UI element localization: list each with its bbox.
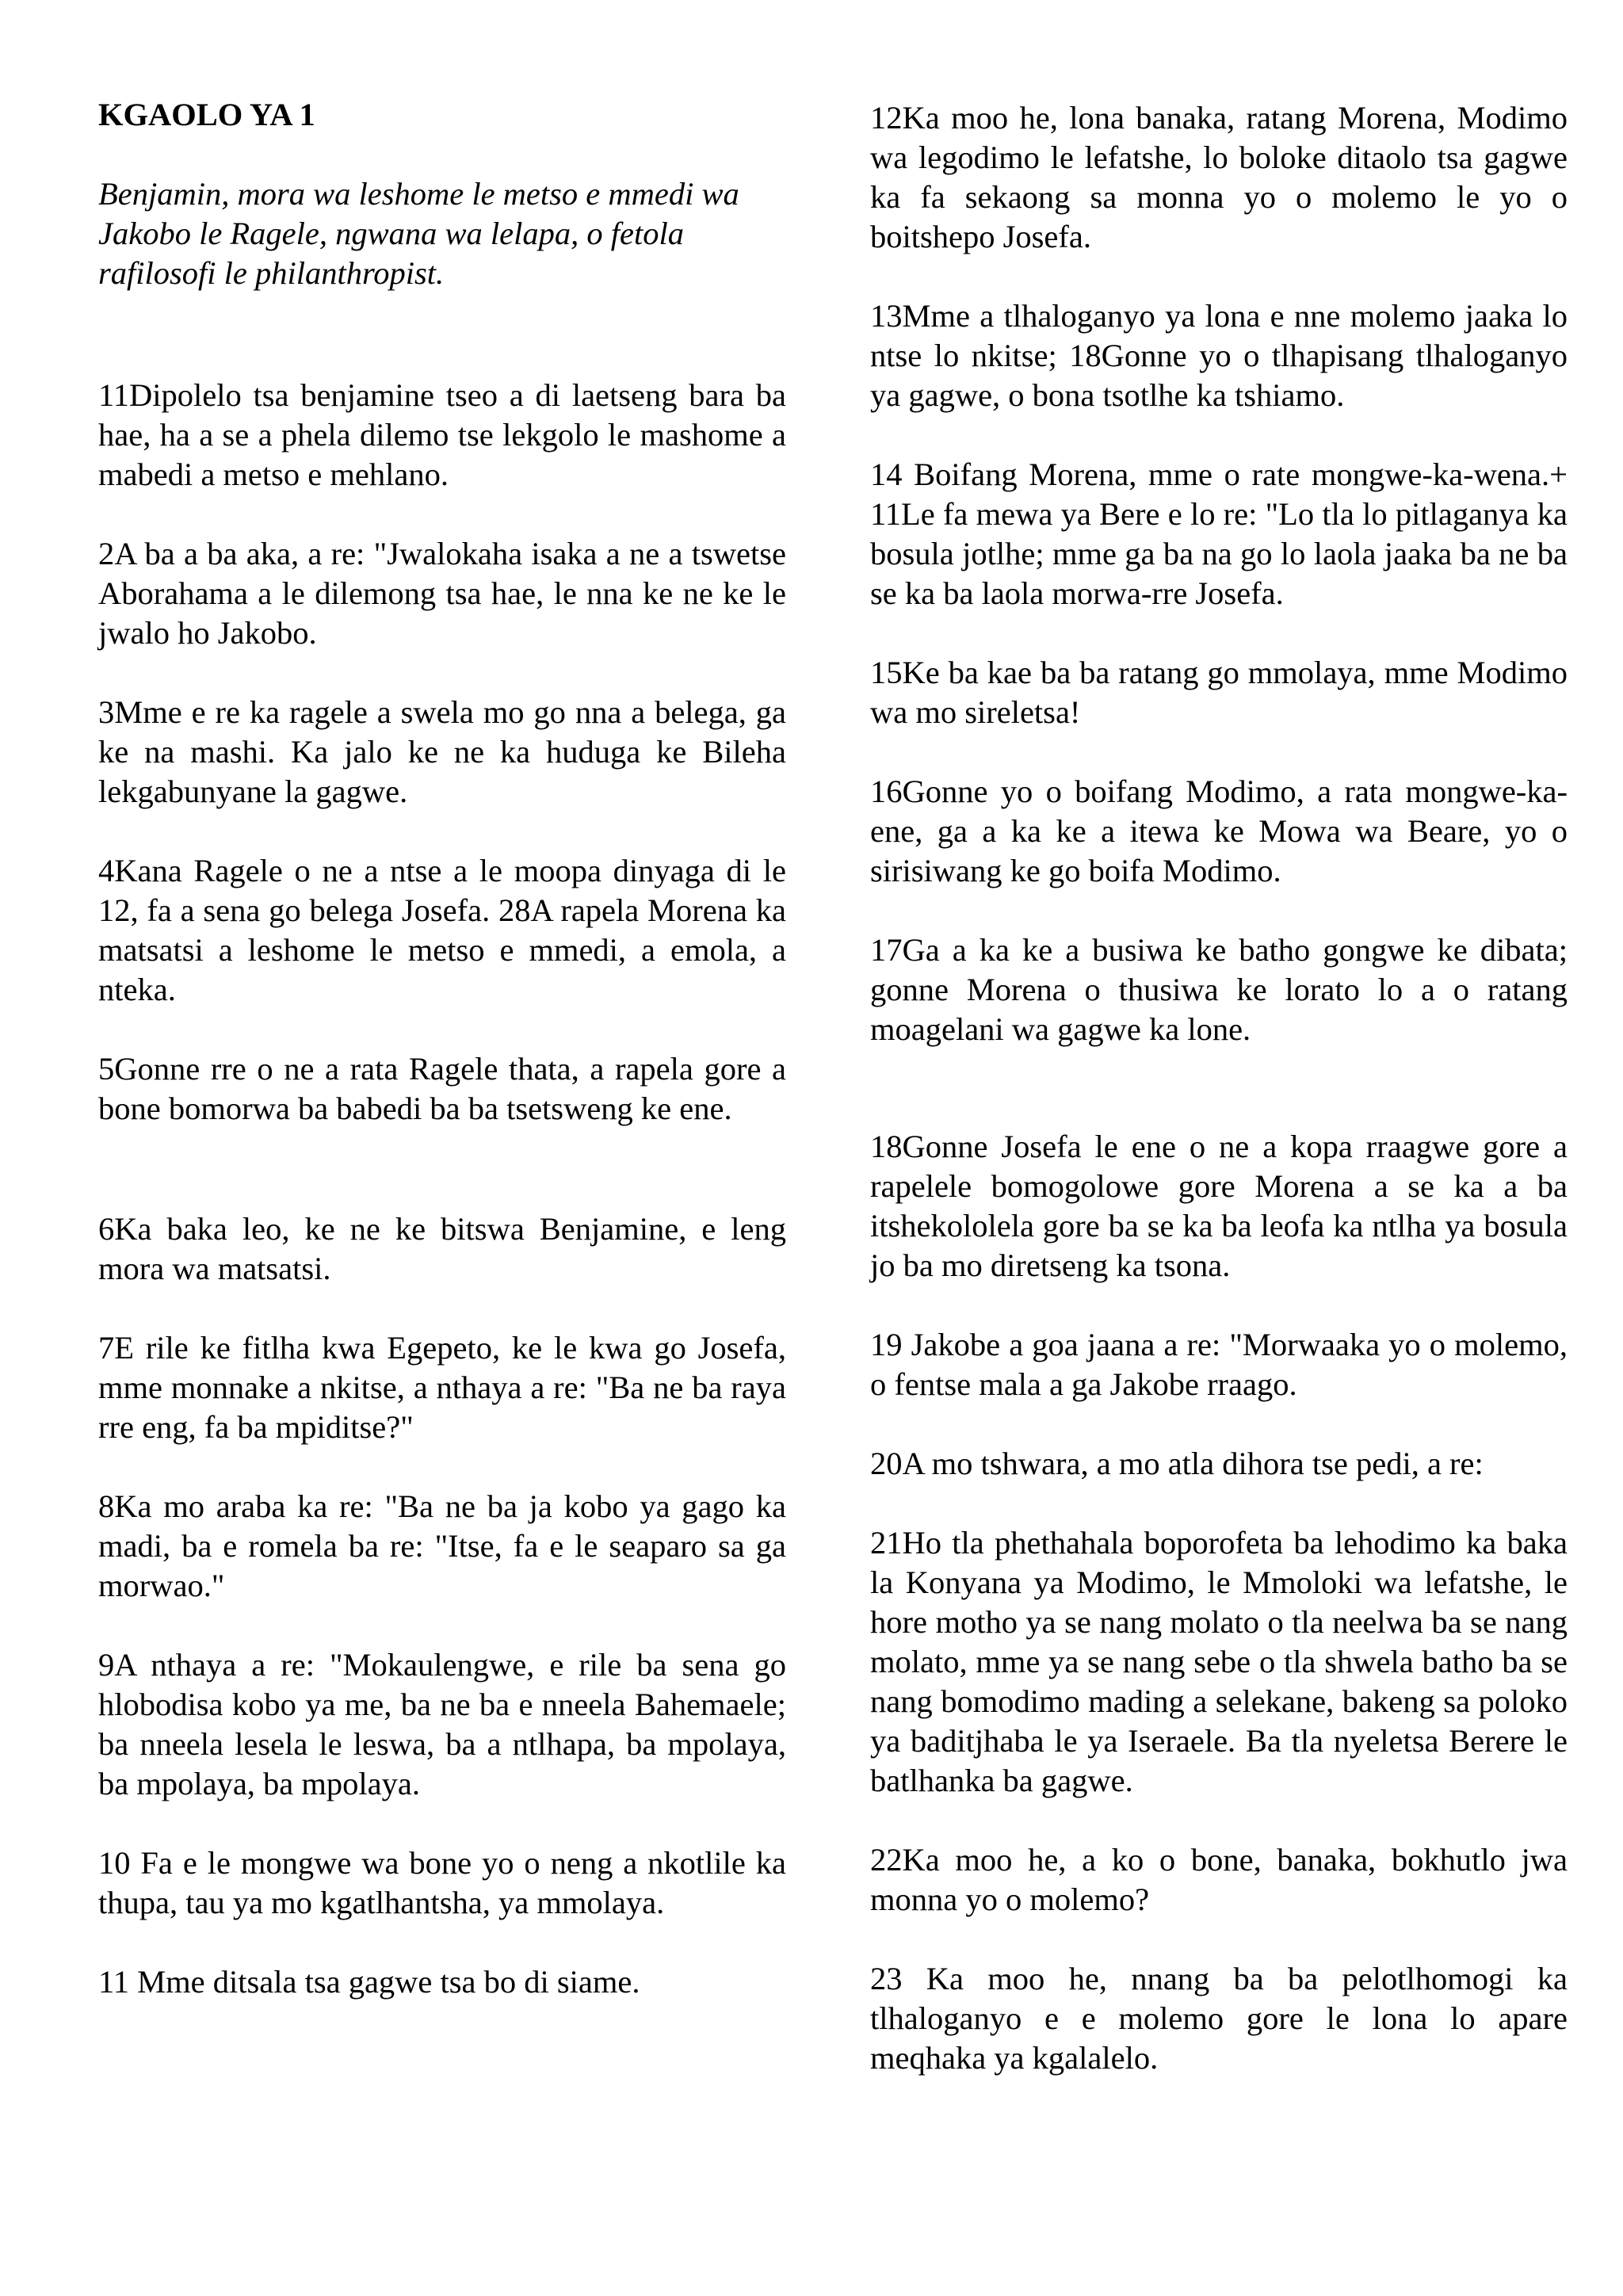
verse-paragraph: 4Kana Ragele o ne a ntse a le moopa dinyaga di le 12, fa a sena go belega Josefa. 28A rapela Morena ka matsatsi a leshome le metso e mmedi, a emola, a nteka. (98, 853, 786, 1007)
two-column-layout (98, 95, 1568, 2118)
chapter-subtitle: Benjamin, mora wa leshome le metso e mmedi wa Jakobo le Ragele, ngwana wa lelapa, o fetola rafilosofi le philanthropist. (98, 176, 739, 291)
verse-paragraph: 23 Ka moo he, nnang ba ba pelotlhomogi ka tlhaloganyo e e molemo gore le lona lo apare meqhaka ya kgalalelo. (870, 1961, 1568, 2076)
verse-paragraph: 15Ke ba kae ba ba ratang go mmolaya, mme Modimo wa mo sireletsa! (870, 655, 1568, 730)
verse-paragraph: 13Mme a tlhaloganyo ya lona e nne molemo jaaka lo ntse lo nkitse; 18Gonne yo o tlhapisang tlhaloganyo ya gagwe, o bona tsotlhe ka tshiamo. (870, 298, 1568, 413)
right-column (870, 98, 1568, 2118)
verse-paragraph: 19 Jakobe a goa jaana a re: "Morwaaka yo o molemo, o fentse mala a ga Jakobe rraago. (870, 1327, 1568, 1402)
spacer (98, 334, 786, 376)
spacer (98, 293, 786, 334)
verse-paragraph: 5Gonne rre o ne a rata Ragele thata, a rapela gore a bone bomorwa ba babedi ba ba tsetsweng ke ene. (98, 1051, 786, 1126)
verse-paragraph: 8Ka mo araba ka re: "Ba ne ba ja kobo ya gago ka madi, ba e romela ba re: "Itse, fa e le seaparo sa ga morwao." (98, 1488, 786, 1603)
spacer (98, 1168, 786, 1209)
chapter-heading: KGAOLO YA 1 (98, 97, 315, 132)
verse-paragraph: 10 Fa e le mongwe wa bone yo o neng a nkotlile ka thupa, tau ya mo kgatlhantsha, ya mmolaya. (98, 1845, 786, 1920)
verse-paragraph: 16Gonne yo o boifang Modimo, a rata mongwe-ka-ene, ga a ka ke a itewa ke Mowa wa Beare, yo o sirisiwang ke go boifa Modimo. (870, 774, 1568, 888)
verse-paragraph: 11Dipolelo tsa benjamine tseo a di laetseng bara ba hae, ha a se a phela dilemo tse lekgolo le mashome a mabedi a metso e mehlano. (98, 377, 786, 492)
verse-paragraph: 3Mme e re ka ragele a swela mo go nna a belega, ga ke na mashi. Ka jalo ke ne ka huduga ke Bileha lekgabunyane la gagwe. (98, 694, 786, 809)
verse-paragraph: 14 Boifang Morena, mme o rate mongwe-ka-wena.+ 11Le fa mewa ya Bere e lo re: "Lo tla lo pitlaganya ka bosula jotlhe; mme ga ba na go lo laola jaaka ba ne ba se ka ba laola morwa-rre Josefa. (870, 457, 1568, 611)
verse-paragraph: 18Gonne Josefa le ene o ne a kopa rraagwe gore a rapelele bomogolowe gore Morena a se ka a ba itshekololela gore ba se ka ba leofa ka ntlha ya bosula jo ba mo diretseng ka tsona. (870, 1129, 1568, 1283)
verse-paragraph: 12Ka moo he, lona banaka, ratang Morena, Modimo wa legodimo le lefatshe, lo boloke ditaolo tsa gagwe ka fa sekaong sa monna yo o molemo le yo o boitshepo Josefa. (870, 100, 1568, 254)
verse-paragraph: 2A ba a ba aka, a re: "Jwalokaha isaka a ne a tswetse Aborahama a le dilemong tsa hae, le nna ke ne ke le jwalo ho Jakobo. (98, 536, 786, 651)
spacer (870, 1089, 1568, 1127)
verse-paragraph: 11 Mme ditsala tsa gagwe tsa bo di siame. (98, 1964, 640, 2000)
verse-paragraph: 20A mo tshwara, a mo atla dihora tse pedi, a re: (870, 1446, 1484, 1481)
verse-paragraph: 22Ka moo he, a ko o bone, banaka, bokhutlo jwa monna yo o molemo? (870, 1842, 1568, 1917)
left-column (98, 95, 786, 2118)
verse-paragraph: 21Ho tla phethahala boporofeta ba lehodimo ka baka la Konyana ya Modimo, le Mmoloki wa lefatshe, le hore motho ya se nang molato o tla neelwa ba se nang molato, mme ya se nang sebe o tla shwela batho ba se nang bomodimo mading a selekane, bakeng sa poloko ya baditjhaba le ya Iseraele. Ba tla nyeletsa Berere le batlhanka ba gagwe. (870, 1525, 1568, 1798)
verse-paragraph: 17Ga a ka ke a busiwa ke batho gongwe ke dibata; gonne Morena o thusiwa ke lorato lo a o ratang moagelani wa gagwe ka lone. (870, 932, 1568, 1047)
verse-paragraph: 9A nthaya a re: "Mokaulengwe, e rile ba sena go hlobodisa kobo ya me, ba ne ba e nneela Bahemaele; ba nneela lesela le leswa, ba a ntlhapa, ba mpolaya, ba mpolaya, ba mpolaya. (98, 1647, 786, 1801)
verse-paragraph: 7E rile ke fitlha kwa Egepeto, ke le kwa go Josefa, mme monnake a nkitse, a nthaya a re: "Ba ne ba raya rre eng, fa ba mpiditse?" (98, 1330, 786, 1445)
verse-paragraph: 6Ka baka leo, ke ne ke bitswa Benjamine, e leng mora wa matsatsi. (98, 1211, 786, 1286)
